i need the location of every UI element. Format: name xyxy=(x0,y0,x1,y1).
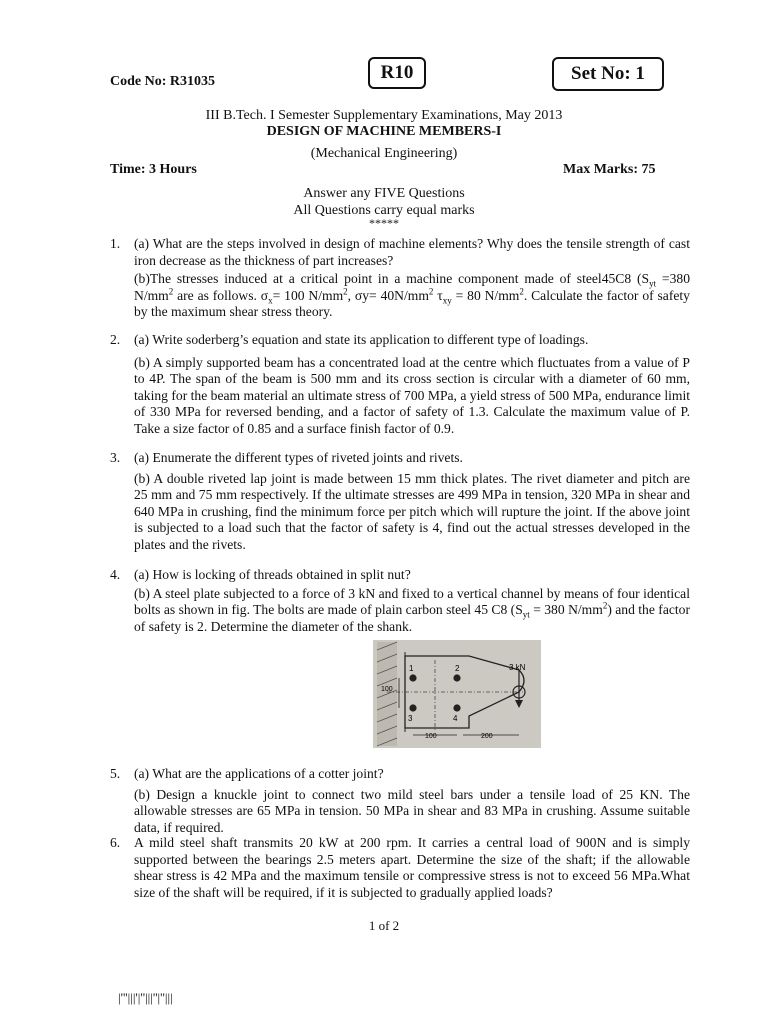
bolt-3 xyxy=(409,704,416,711)
page-number: 1 of 2 xyxy=(368,918,400,933)
question-number: 5. xyxy=(110,766,121,781)
question-part-a: (a) What are the applications of a cotter joint? xyxy=(134,766,384,781)
question-5 xyxy=(110,766,690,836)
instruction-1: Answer any FIVE Questions xyxy=(303,186,465,201)
question-part-b: (b) A double riveted lap joint is made between 15 mm thick plates. The rivet diameter and pitch are 25 mm and 75 mm respectively. If the ultimate stresses are 499 MPa in tension, 320 MPa in shear and 640 MPa in crushing, find the minimum force per pitch which will rupture the joint. If the above joint is subjected to a load such that the factor of safety is 4, find out the actual stresses developed in the plates and the rivets. xyxy=(134,470,690,552)
question-part-b: (b)The stresses induced at a critical point in a machine component made of steel45C8 ($S_{yt} =380$ $N/mm^2$ are as follows. $\sigma_x= 100$ $N/mm^2$, $\sigma y= 40N/mm^2$ $\tau_{xy} = 80$ $N/mm^2$. Calculate the factor of safety by the maximum shear stress theory. xyxy=(134,271,690,319)
question-part-b: (b) Design a knuckle joint to connect two mild steel bars under a tensile load of 25 KN. The allowable stresses are 65 MPa in tension. 50 MPa in shear and 83 MPa in crushing. Assume suitable data, if required. xyxy=(134,786,690,835)
max-marks: Max Marks: 75 xyxy=(563,162,656,177)
set-number-box: Set No: 1 xyxy=(552,57,664,91)
question-number: 2. xyxy=(110,332,121,347)
question-1 xyxy=(110,236,690,321)
subject-title: DESIGN OF MACHINE MEMBERS-I xyxy=(266,124,502,139)
bolt-4 xyxy=(453,704,460,711)
question-number: 3. xyxy=(110,450,121,465)
bolt-label: 2 xyxy=(455,664,460,673)
question-part-a: (a) Write soderberg’s equation and state its application to different type of loadings. xyxy=(134,332,589,347)
branch-name: (Mechanical Engineering) xyxy=(310,146,458,161)
question-3 xyxy=(110,450,690,553)
question-part-b: (b) A simply supported beam has a concentrated load at the centre which fluctuates from a value of P to 4P. The span of the beam is 500 mm and its cross section is circular with a diameter of 60 mm, taking for the beam material an ultimate stress of 700 MPa, a yield stress of 500 MPa, endurance limit of 330 MPa for reversed bending, and a factor of safety of 1.3. Calculate the maximum value of P. Take a size factor of 0.85 and a surface finish factor of 0.9. xyxy=(134,354,690,436)
bolted-bracket-figure xyxy=(373,640,541,748)
question-number: 1. xyxy=(110,236,121,251)
regulation-box: R10 xyxy=(368,57,426,89)
question-number: 6. xyxy=(110,835,121,850)
horizontal-dimension-label-2: 200 xyxy=(481,733,493,740)
bolt-label: 3 xyxy=(408,714,413,723)
question-4 xyxy=(110,567,690,635)
load-label: 3 kN xyxy=(509,663,526,672)
question-2 xyxy=(110,332,690,437)
horizontal-dimension-label-1: 100 xyxy=(425,733,437,740)
separator: ***** xyxy=(369,216,399,230)
barcode: |'''|||'|''|||''|''||| xyxy=(118,990,173,1005)
instruction-2: All Questions carry equal marks xyxy=(293,203,475,218)
question-part-b: (b) A steel plate subjected to a force of 3 kN and fixed to a vertical channel by means of four identical bolts as shown in fig. The bolts are made of plain carbon steel 45 C8 ($S_{yt} = 380$ $N/mm^2$) and the factor of safety is 2. Determine the diameter of the shank. xyxy=(134,585,690,634)
code-number: Code No: R31035 xyxy=(110,74,215,89)
bolt-1 xyxy=(409,674,416,681)
vertical-dimension-label: 100 xyxy=(381,686,393,693)
bolt-label: 4 xyxy=(453,714,458,723)
bracket-drawing xyxy=(373,640,541,748)
question-part-a: (a) Enumerate the different types of riveted joints and rivets. xyxy=(134,450,463,465)
bolt-2 xyxy=(453,674,460,681)
question-6 xyxy=(110,835,690,901)
time-allowed: Time: 3 Hours xyxy=(110,162,197,177)
question-text: A mild steel shaft transmits 20 kW at 200 rpm. It carries a central load of 900N and is simply supported between the bearings 2.5 meters apart. Determine the size of the shaft; if the allowable shear stress is 42 MPa and the maximum tensile or compressive stress is not to exceed 56 MPa.What size of the shaft will be required, if it is subjected to gradually applied loads? xyxy=(134,835,690,900)
exam-title: III B.Tech. I Semester Supplementary Examinations, May 2013 xyxy=(205,108,563,123)
question-part-a: (a) How is locking of threads obtained in split nut? xyxy=(134,567,411,582)
bolt-label: 1 xyxy=(409,664,414,673)
question-part-a: (a) What are the steps involved in design of machine elements? Why does the tensile strength of cast iron decrease as the thickness of part increases? xyxy=(134,236,690,268)
question-number: 4. xyxy=(110,567,121,582)
load-arrow-head xyxy=(515,700,523,708)
